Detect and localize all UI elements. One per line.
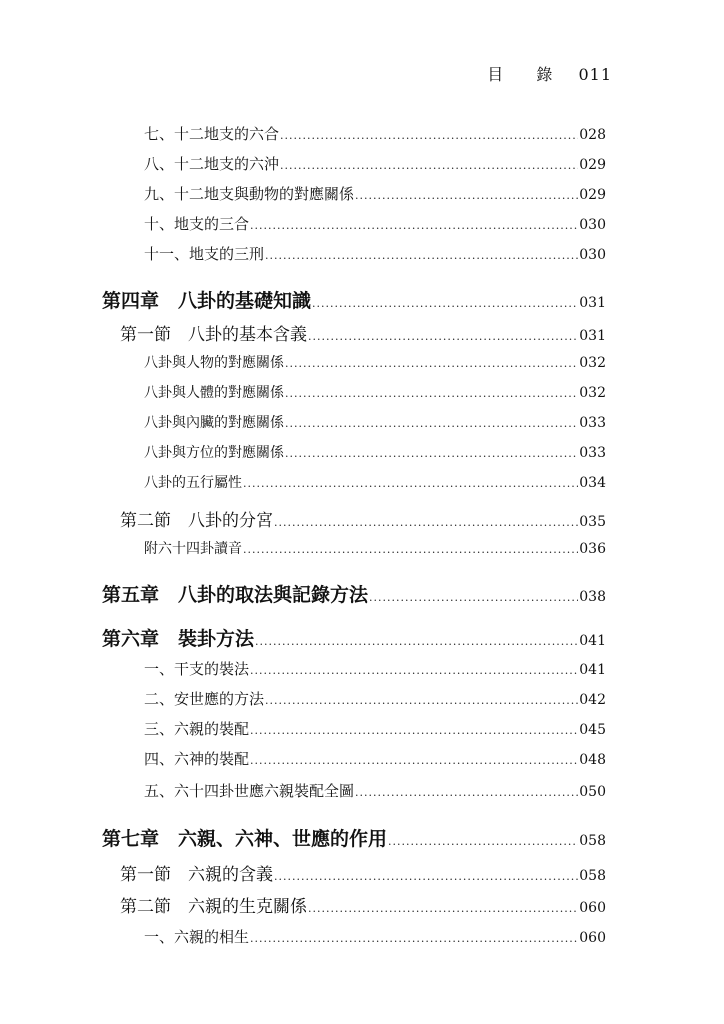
- toc-entry-page-number: 048: [579, 752, 606, 768]
- toc-entry-page-number: 041: [579, 633, 606, 649]
- toc-entry-label: 第一節 六親的含義: [120, 865, 273, 885]
- toc-entry-label: 八卦的五行屬性: [144, 475, 242, 491]
- toc-entry-label: 九、十二地支與動物的對應關係: [144, 185, 355, 203]
- dot-leader: [243, 477, 578, 490]
- toc-entry-label: 第七章 六親、六神、世應的作用: [102, 828, 388, 850]
- dot-leader: [250, 724, 578, 737]
- dot-leader: [369, 591, 578, 604]
- toc-entry-item: [144, 213, 606, 234]
- toc-entry-page-number: 035: [579, 514, 606, 530]
- dot-leader: [308, 902, 578, 915]
- toc-entry-label: 一、干支的裝法: [144, 660, 250, 678]
- toc-entry-page-number: 028: [579, 127, 606, 143]
- toc-entry-sub: [144, 442, 606, 462]
- toc-entry-page-number: 060: [579, 930, 606, 946]
- dot-leader: [265, 694, 578, 707]
- dot-leader: [280, 159, 578, 172]
- toc-entry-item: [144, 718, 606, 739]
- dot-leader: [243, 543, 578, 556]
- toc-entry-label: 一、六親的相生: [144, 928, 250, 946]
- toc-entry-page-number: 033: [579, 445, 606, 461]
- toc-entry-label: 第二節 六親的生克關係: [120, 897, 307, 917]
- dot-leader: [250, 754, 578, 767]
- toc-entry-label: 八卦與方位的對應關係: [144, 445, 284, 461]
- toc-entry-item: [144, 780, 606, 801]
- dot-leader: [355, 189, 578, 202]
- toc-entry-label: 第四章 八卦的基礎知識: [102, 290, 312, 312]
- header-title: 目 錄: [487, 65, 567, 84]
- dot-leader: [285, 387, 578, 400]
- toc-entry-item: [144, 243, 606, 264]
- toc-entry-sub: [144, 352, 606, 372]
- dot-leader: [250, 664, 578, 677]
- toc-entry-page-number: 032: [579, 385, 606, 401]
- toc-entry-page-number: 036: [579, 541, 606, 557]
- toc-entry-chapter: [102, 580, 606, 607]
- toc-entry-page-number: 029: [579, 157, 606, 173]
- toc-entry-item: [144, 658, 606, 679]
- toc-entry-item: [144, 926, 606, 947]
- toc-entry-chapter: [102, 824, 606, 851]
- toc-entry-page-number: 050: [579, 784, 606, 800]
- toc-entry-item: [144, 183, 606, 204]
- dot-leader: [250, 219, 578, 232]
- toc-entry-label: 八卦與人體的對應關係: [144, 385, 284, 401]
- toc-entry-page-number: 030: [579, 247, 606, 263]
- toc-entry-section: [120, 320, 606, 345]
- toc-entry-page-number: 038: [579, 589, 606, 605]
- toc-entry-label: 第一節 八卦的基本含義: [120, 325, 307, 345]
- dot-leader: [388, 835, 578, 848]
- toc-entry-label: 十一、地支的三刑: [144, 245, 265, 263]
- toc-entry-label: 五、六十四卦世應六親裝配全圖: [144, 782, 355, 800]
- toc-entry-label: 附六十四卦讀音: [144, 541, 242, 557]
- toc-entry-page-number: 031: [579, 295, 606, 311]
- dot-leader: [355, 786, 578, 799]
- toc-entry-label: 第五章 八卦的取法與記錄方法: [102, 584, 369, 606]
- toc-entry-chapter: [102, 286, 606, 313]
- toc-entry-label: 三、六親的裝配: [144, 720, 250, 738]
- toc-entry-page-number: 034: [579, 475, 606, 491]
- toc-entry-page-number: 033: [579, 415, 606, 431]
- toc-entry-label: 第二節 八卦的分宮: [120, 511, 273, 531]
- dot-leader: [285, 417, 578, 430]
- toc-entry-label: 二、安世應的方法: [144, 690, 265, 708]
- toc-entry-page-number: 058: [579, 868, 606, 884]
- toc-entry-sub: [144, 382, 606, 402]
- toc-entry-page-number: 031: [579, 328, 606, 344]
- toc-entry-section: [120, 892, 606, 917]
- dot-leader: [285, 357, 578, 370]
- toc-entry-label: 四、六神的裝配: [144, 750, 250, 768]
- header-page-number: 011: [578, 65, 612, 84]
- toc-entry-item: [144, 153, 606, 174]
- toc-entry-label: 第六章 裝卦方法: [102, 628, 255, 650]
- toc-entry-label: 八卦與人物的對應關係: [144, 355, 284, 371]
- toc-entry-sub: [144, 472, 606, 492]
- toc-entry-label: 八卦與內臟的對應關係: [144, 415, 284, 431]
- running-header: [487, 62, 612, 85]
- toc-entry-label: 七、十二地支的六合: [144, 125, 280, 143]
- toc-entry-page-number: 029: [579, 187, 606, 203]
- toc-entry-item: [144, 688, 606, 709]
- toc-entry-page-number: 045: [579, 722, 606, 738]
- dot-leader: [255, 635, 578, 648]
- dot-leader: [312, 297, 578, 310]
- dot-leader: [274, 516, 578, 529]
- dot-leader: [250, 932, 578, 945]
- toc-entry-page-number: 058: [579, 833, 606, 849]
- toc-entry-page-number: 032: [579, 355, 606, 371]
- toc-entry-sub: [144, 538, 606, 558]
- dot-leader: [265, 249, 578, 262]
- toc-entry-label: 八、十二地支的六沖: [144, 155, 280, 173]
- toc-entry-section: [120, 860, 606, 885]
- toc-entry-item: [144, 123, 606, 144]
- dot-leader: [280, 129, 578, 142]
- dot-leader: [308, 330, 578, 343]
- dot-leader: [274, 870, 578, 883]
- toc-entry-item: [144, 748, 606, 769]
- toc-entry-label: 十、地支的三合: [144, 215, 250, 233]
- toc-entry-section: [120, 506, 606, 531]
- toc-entry-page-number: 042: [579, 692, 606, 708]
- toc-entry-page-number: 030: [579, 217, 606, 233]
- toc-entry-page-number: 060: [579, 900, 606, 916]
- toc-entry-page-number: 041: [579, 662, 606, 678]
- toc-entry-chapter: [102, 624, 606, 651]
- toc-entry-sub: [144, 412, 606, 432]
- dot-leader: [285, 447, 578, 460]
